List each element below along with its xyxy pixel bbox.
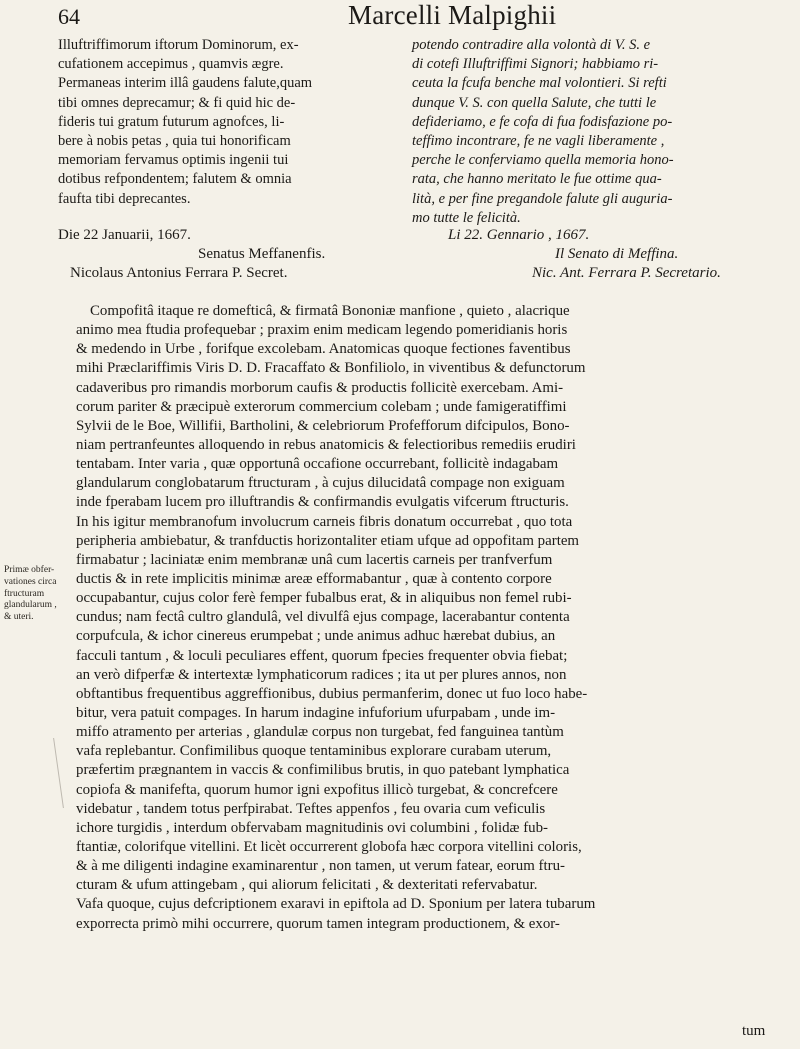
text-line: Compofitâ itaque re domefticâ, & firmatâ Bononiæ manfione , quieto , alacrique (90, 303, 570, 319)
latin-signature-senate: Senatus Meffanenfis. (198, 246, 326, 262)
text-line: facculi tantum , & loculi peculiares effent, quorum fpecies frequenter obvia fiebat; (76, 647, 568, 664)
text-line: copiofa & manifefta, quorum humor igni expofitus illicò turgebat, & concrefcere (76, 781, 558, 798)
italian-signature-secretary: Nic. Ant. Ferrara P. Secretario. (532, 265, 721, 281)
text-line: & medendo in Urbe , forifque excolebam. Anatomicas quoque fectiones faventibus (76, 341, 571, 358)
italian-letter-line: dunque V. S. con quella Salute, che tutti le (412, 94, 657, 111)
text-line: Vafa quoque, cujus defcriptionem exaravi in epiftola ad D. Sponium per latera tubarum (76, 896, 596, 913)
text-line: an verò difperfæ & intertextæ lymphaticorum radices ; ita ut per plures annos, non (76, 666, 567, 683)
text-line: corpufcula, & ichor cinereus erumpebat ; unde animus adhuc hærebat dubius, an (76, 628, 556, 645)
page-stain-mark (53, 738, 76, 808)
italian-letter-line: lità, e per fine pregandole falute gli auguria- (412, 190, 673, 207)
page-number: 64 (58, 4, 80, 29)
text-line: inde fperabam lucem pro illuftrandis & confirmandis evulgatis vifcerum ftructuris. (76, 494, 569, 511)
latin-letter-line: memoriam fervamus optimis ingenii tui (58, 152, 289, 169)
latin-letter-line: bere à nobis petas , quia tui honorificam (58, 132, 291, 149)
text-line: corum pariter & præcipuè exterorum commercium colebam ; unde famigeratiffimi (76, 398, 567, 415)
italian-date: Li 22. Gennario , 1667. (448, 227, 590, 243)
margin-note-line: ftructuram (4, 588, 45, 599)
text-line: ductis & in rete implicitis minimæ areæ efformabantur , quæ à contento corpore (76, 570, 552, 587)
latin-letter-line: tibi omnes deprecamur; & fi quid hic de- (58, 94, 296, 111)
margin-note-line: glandularum , (4, 600, 57, 611)
text-line: glandularum conglobatarum ftructuram , à cujus dilucidatâ compage non exiguam (76, 475, 565, 492)
page-header (58, 0, 778, 36)
text-line: cturam & ufum attingebam , qui aliorum felicitati , & dexteritati refervabatur. (76, 877, 538, 894)
latin-letter-column (58, 36, 403, 209)
italian-letter-line: potendo contradire alla volontà di V. S. e (412, 37, 651, 53)
latin-letter-line: fideris tui gratum futurum agnofces, li- (58, 113, 285, 130)
italian-signature-senate: Il Senato di Meffina. (555, 246, 679, 262)
text-line: videbatur , tandem totus perfpirabat. Teftes appenfos , feu ovaria cum veficulis (76, 800, 546, 817)
text-line: bitur, vera patuit compages. In harum indagine infuforium ufurpabam , unde im- (76, 704, 556, 721)
text-line: firmabatur ; laciniatæ enim membranæ unâ cum lacertis carneis per tranfverfum (76, 551, 553, 568)
latin-letter-line: cufationem accepimus , quamvis ægre. (58, 56, 284, 73)
margin-note-line: & uteri. (4, 612, 34, 623)
text-line: In his igitur membranofum involucrum carneis fibris donatum occurrebat , quo tota (76, 513, 573, 530)
text-line: obftantibus frequentibus aggreffionibus, dubius permanferim, donec ut fuo loco habe- (76, 685, 588, 702)
text-line: niam pertranfeuntes alloquendo in rebus anatomicis & felectioribus remediis erudiri (76, 436, 576, 453)
italian-letter-line: rata, che hanno meritato le fue ottime qua- (412, 171, 662, 188)
italian-letter-line: di cotefi Illuftriffimi Signori; habbiamo ri- (412, 56, 659, 73)
margin-note (4, 565, 74, 624)
text-line: vafa replebantur. Confimilibus quoque tentaminibus explorare curabam uterum, (76, 743, 552, 760)
latin-letter-line: faufta tibi deprecantes. (58, 190, 191, 207)
margin-note-line: vationes circa (4, 576, 57, 587)
italian-letter-line: defideriamo, e fe cofa di fua fodisfazione po- (412, 113, 673, 130)
text-line: Sylvii de le Boe, Willifii, Bartholini, & celebriorum Profefforum difcipulos, Bono- (76, 417, 570, 434)
latin-letter-line: Permaneas interim illâ gaudens falute,quam (58, 75, 313, 92)
italian-letter-line: mo tutte le felicità. (412, 209, 521, 226)
text-line: occupabantur, cujus color ferè femper fubalbus erat, & in aliquibus non femel rubi- (76, 590, 572, 607)
text-line: præfertim prægnantem in vaccis & confimilibus brutis, in quo patebant lymphatica (76, 762, 570, 779)
catchword: tum (742, 1023, 766, 1039)
main-text (76, 302, 784, 934)
text-line: peripheria ambiebatur, & tranfductis horizontaliter etiam ufque ad oppofitam partem (76, 532, 580, 549)
text-line: miffo atramento per arterias , glandulæ corpus non turgebat, fed fanguinea tantùm (76, 724, 564, 741)
latin-letter-line: Illuftriffimorum iftorum Dominorum, ex- (58, 37, 299, 53)
italian-date-signature (412, 226, 782, 283)
text-line: cundus; nam fectâ cultro glandulâ, vel divulfâ ejus compage, lacerabantur contenta (76, 609, 570, 626)
italian-letter-line: perche le conferviamo quella memoria hono- (412, 152, 674, 169)
text-line: mihi Præclariffimis Viris D. D. Fracaffato & Bonfiliolo, in viventibus & defunctorum (76, 360, 586, 377)
text-line: cadaveribus pro rimandis morborum caufis & productis follicitè exercebam. Ami- (76, 379, 564, 396)
running-title: Marcelli Malpighii (348, 0, 557, 30)
latin-signature-secretary: Nicolaus Antonius Ferrara P. Secret. (70, 265, 288, 281)
latin-date: Die 22 Januarii, 1667. (58, 227, 191, 243)
text-line: ftantiæ, colorifque vitellini. Et licèt occurrerent globofa hæc corpora vitellini coloris, (76, 838, 582, 855)
italian-letter-line: teffimo incontrare, fe ne vagli liberamente , (412, 132, 665, 149)
text-line: & à me diligenti indagine examinarentur , non tamen, ut verum fatear, eorum ftru- (76, 858, 565, 875)
text-line: animo mea ftudia profequebar ; praxim enim medicam legendo pomeridianis horis (76, 322, 568, 339)
margin-note-line: Primæ obfer- (4, 565, 55, 575)
text-line: ichore turgidis , interdum obfervabam magnitudinis ovi columbini , folidæ fub- (76, 819, 549, 836)
italian-letter-line: ceuta la fcufa benche mal volontieri. Si refti (412, 75, 667, 92)
italian-letter-column (412, 36, 782, 228)
latin-letter-line: dotibus refpondentem; falutem & omnia (58, 171, 292, 188)
text-line: exporrecta primò mihi occurrere, quorum tamen integram productionem, & exor- (76, 915, 560, 932)
text-line: tentabam. Inter varia , quæ opportunâ occafione occurrebant, follicitè indagabam (76, 456, 559, 473)
latin-date-signature (58, 226, 398, 283)
